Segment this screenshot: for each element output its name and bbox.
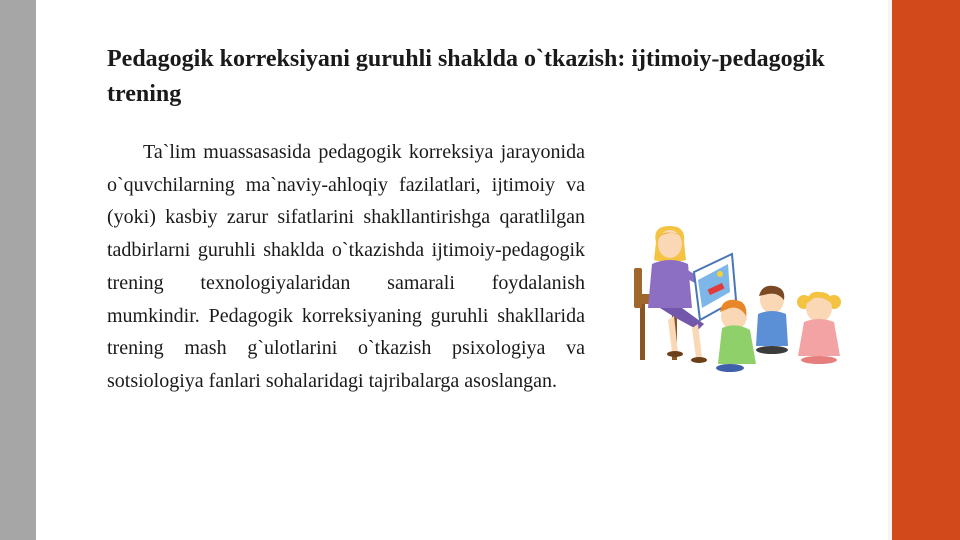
boy-green-shirt-icon	[716, 300, 756, 372]
girl-pigtails-icon	[797, 292, 841, 364]
slide-body-text: Ta`lim muassasasida pedagogik korreksiya jarayonida o`quvchilarning ma`naviy-ahloqiy fazilatlari, ijtimoiy va (yoki) kasbiy zarur sifatlarini shakllantirishga qaratlilgan tadbirlarni guruhli shaklda o`tkazishda ijtimoiy-pedagogik trening texnologiyalaridan samarali foydalanish mumkindir. Pedagogik korreksiyaning guruhli shakllarida trening mash g`ulotlarini o`tkazish psixologiya va sotsiologiya fanlari sohalaridagi tajribalarga asoslangan.	[107, 141, 585, 392]
left-accent-bar	[0, 0, 36, 540]
right-accent-bar	[892, 0, 960, 540]
slide-title: Pedagogik korreksiyani guruhli shaklda o`tkazish: ijtimoiy-pedagogik trening	[107, 46, 825, 107]
boy-brown-hair-icon	[756, 286, 788, 354]
teacher-reading-to-children-illustration	[612, 224, 844, 376]
